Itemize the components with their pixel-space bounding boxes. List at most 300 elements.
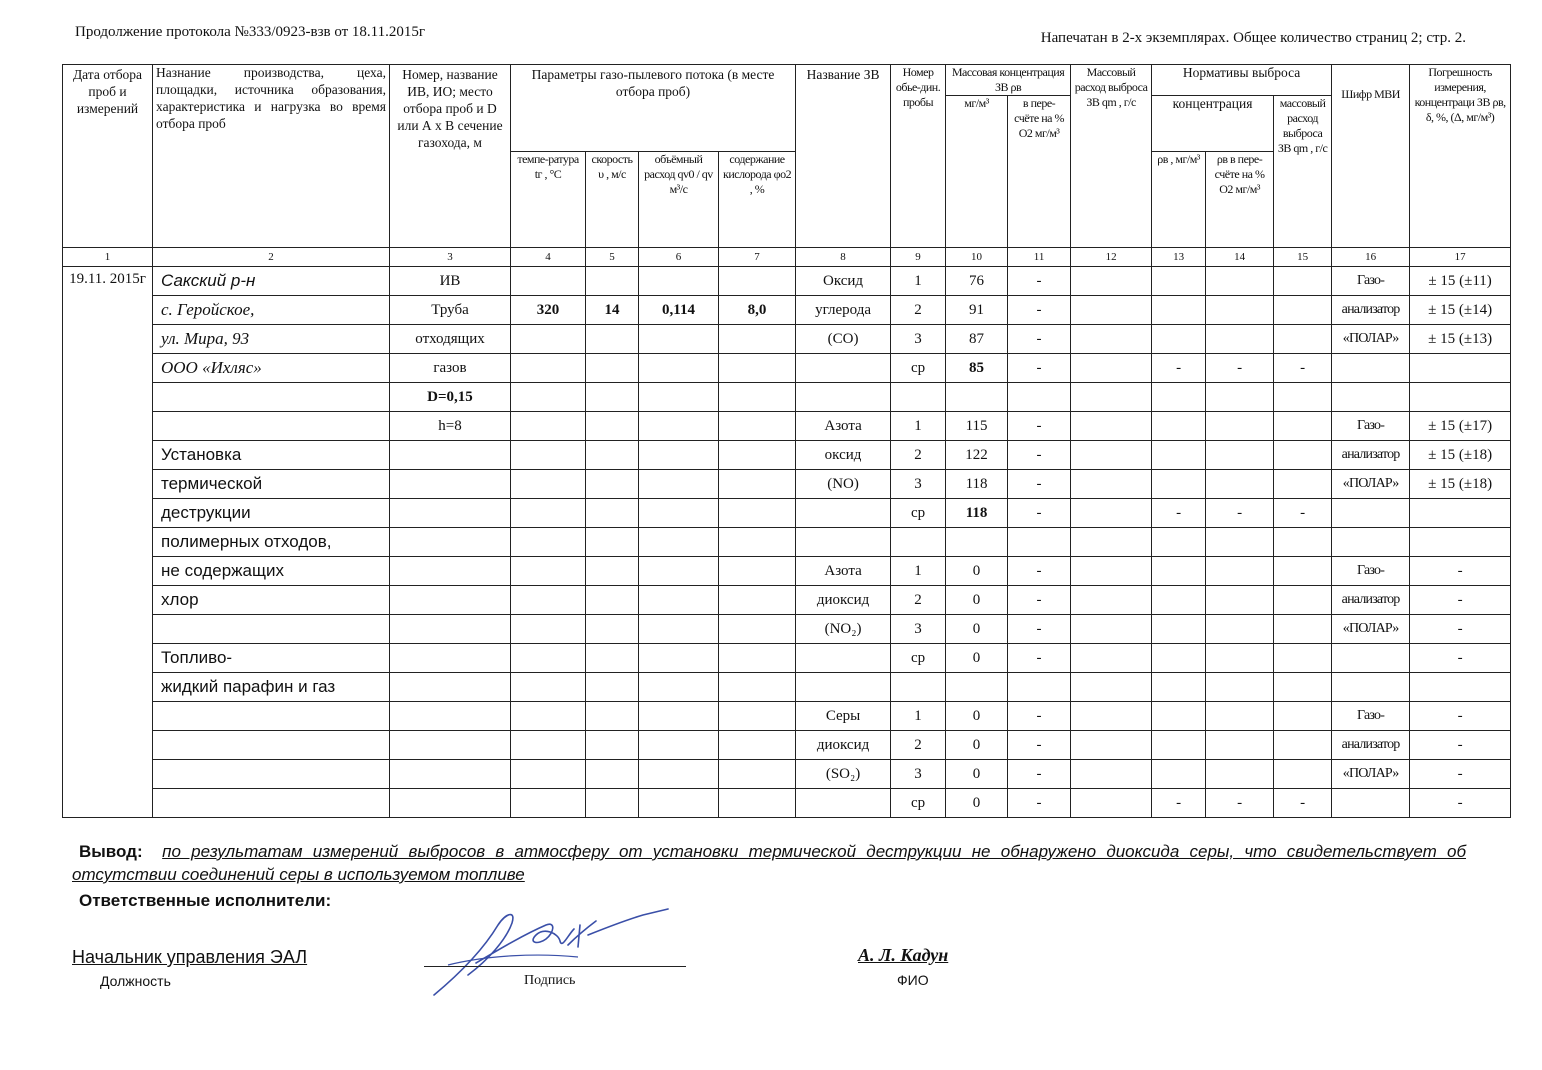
cell-col-4	[511, 412, 586, 441]
cell-col-16: «ПОЛАР»	[1332, 615, 1410, 644]
cell-col-12	[1071, 383, 1152, 412]
cell-col-12	[1071, 586, 1152, 615]
cell-col-10: 0	[946, 702, 1008, 731]
position-caption: Должность	[100, 973, 171, 989]
cell-col-16: анализатор	[1332, 586, 1410, 615]
cell-col-9: 2	[891, 296, 946, 325]
cell-col-3	[390, 470, 511, 499]
cell-col-7: 8,0	[719, 296, 796, 325]
table-row	[63, 673, 1511, 702]
cell-col-8	[796, 644, 891, 673]
cell-col-17: ± 15 (±13)	[1410, 325, 1511, 354]
cell-col-6	[639, 673, 719, 702]
cell-col-12	[1071, 702, 1152, 731]
cell-col-2	[153, 702, 390, 731]
cell-col-4	[511, 499, 586, 528]
cell-col-12	[1071, 267, 1152, 296]
cell-col-7	[719, 383, 796, 412]
cell-col-13	[1152, 441, 1206, 470]
cell-col-3: D=0,15	[390, 383, 511, 412]
cell-col-14	[1206, 325, 1274, 354]
cell-col-10: 122	[946, 441, 1008, 470]
cell-col-15: -	[1274, 354, 1332, 383]
cell-col-16	[1332, 354, 1410, 383]
cell-col-13	[1152, 644, 1206, 673]
cell-col-6	[639, 383, 719, 412]
header-sample-number: Номер обье-дин. пробы	[891, 65, 946, 248]
table-row	[63, 702, 1511, 731]
header-rho: ρв , мг/м³	[1152, 152, 1206, 248]
header-norms: Нормативы выброса	[1152, 65, 1332, 96]
cell-col-2: хлор	[153, 586, 390, 615]
header-oxygen: содержание кислорода φо2 , %	[719, 152, 796, 248]
cell-col-17: -	[1410, 760, 1511, 789]
col-number: 3	[390, 248, 511, 267]
cell-col-8: (СО)	[796, 325, 891, 354]
cell-col-5	[586, 441, 639, 470]
cell-col-3: h=8	[390, 412, 511, 441]
cell-col-7	[719, 325, 796, 354]
col-number: 15	[1274, 248, 1332, 267]
cell-col-12	[1071, 760, 1152, 789]
cell-col-17: -	[1410, 644, 1511, 673]
cell-col-17	[1410, 528, 1511, 557]
cell-col-10: 0	[946, 789, 1008, 818]
header-cipher: Шифр МВИ	[1332, 65, 1410, 248]
cell-col-14	[1206, 702, 1274, 731]
cell-col-7	[719, 470, 796, 499]
cell-col-10: 0	[946, 644, 1008, 673]
cell-col-12	[1071, 499, 1152, 528]
cell-col-11: -	[1008, 760, 1071, 789]
col-number: 5	[586, 248, 639, 267]
cell-col-5: 14	[586, 296, 639, 325]
cell-col-9: ср	[891, 789, 946, 818]
cell-col-17: -	[1410, 789, 1511, 818]
header-mass-concentration: Массовая концентрация ЗВ ρв	[946, 65, 1071, 96]
cell-col-16	[1332, 789, 1410, 818]
cell-col-8	[796, 528, 891, 557]
cell-col-17: -	[1410, 557, 1511, 586]
cell-col-5	[586, 470, 639, 499]
table-row	[63, 325, 1511, 354]
cell-col-14	[1206, 296, 1274, 325]
cell-col-12	[1071, 528, 1152, 557]
cell-col-11: -	[1008, 296, 1071, 325]
cell-col-5	[586, 383, 639, 412]
cell-col-5	[586, 325, 639, 354]
cell-col-9: ср	[891, 644, 946, 673]
cell-col-9: 1	[891, 412, 946, 441]
cell-col-12	[1071, 354, 1152, 383]
cell-col-15	[1274, 731, 1332, 760]
cell-col-11: -	[1008, 267, 1071, 296]
col-number: 8	[796, 248, 891, 267]
cell-col-14	[1206, 528, 1274, 557]
cell-col-16: «ПОЛАР»	[1332, 325, 1410, 354]
cell-col-12	[1071, 325, 1152, 354]
cell-col-15	[1274, 586, 1332, 615]
cell-col-3	[390, 499, 511, 528]
cell-col-2: Сакский р-н	[153, 267, 390, 296]
cell-col-11: -	[1008, 557, 1071, 586]
cell-col-10: 0	[946, 731, 1008, 760]
cell-col-14	[1206, 557, 1274, 586]
cell-col-10: 115	[946, 412, 1008, 441]
cell-col-3	[390, 702, 511, 731]
cell-col-13	[1152, 383, 1206, 412]
cell-col-8: углерода	[796, 296, 891, 325]
cell-col-9: 2	[891, 731, 946, 760]
print-info: Напечатан в 2-х экземплярах. Общее количество страниц 2; стр. 2.	[1040, 30, 1466, 46]
cell-col-13	[1152, 412, 1206, 441]
cell-col-15	[1274, 325, 1332, 354]
table-row	[63, 731, 1511, 760]
header-mass-flow: Массовый расход выброса ЗВ qm , г/с	[1071, 65, 1152, 248]
cell-col-2: термической	[153, 470, 390, 499]
cell-col-9: 2	[891, 441, 946, 470]
cell-col-8: оксид	[796, 441, 891, 470]
cell-col-3	[390, 615, 511, 644]
table-row	[63, 354, 1511, 383]
cell-col-5	[586, 557, 639, 586]
cell-col-15	[1274, 383, 1332, 412]
cell-col-16: Газо-	[1332, 267, 1410, 296]
cell-col-2: ул. Мира, 93	[153, 325, 390, 354]
cell-col-5	[586, 586, 639, 615]
cell-col-16: Газо-	[1332, 702, 1410, 731]
cell-col-6	[639, 789, 719, 818]
cell-col-6	[639, 412, 719, 441]
col-number: 2	[153, 248, 390, 267]
cell-col-10: 118	[946, 470, 1008, 499]
cell-col-2: Установка	[153, 441, 390, 470]
cell-col-17	[1410, 383, 1511, 412]
cell-col-7	[719, 702, 796, 731]
cell-col-11: -	[1008, 412, 1071, 441]
cell-col-4	[511, 789, 586, 818]
table-row	[63, 470, 1511, 499]
cell-col-10	[946, 383, 1008, 412]
cell-col-11: -	[1008, 644, 1071, 673]
column-numbers-row	[63, 248, 1511, 267]
col-number: 7	[719, 248, 796, 267]
cell-col-17: ± 15 (±17)	[1410, 412, 1511, 441]
cell-col-13: -	[1152, 789, 1206, 818]
table-row	[63, 557, 1511, 586]
cell-col-2: полимерных отходов,	[153, 528, 390, 557]
cell-col-11: -	[1008, 441, 1071, 470]
cell-col-13	[1152, 586, 1206, 615]
cell-col-8	[796, 354, 891, 383]
cell-col-13	[1152, 615, 1206, 644]
cell-col-16: «ПОЛАР»	[1332, 760, 1410, 789]
table-row	[63, 441, 1511, 470]
col-number: 14	[1206, 248, 1274, 267]
cell-col-17	[1410, 499, 1511, 528]
cell-col-8	[796, 499, 891, 528]
cell-col-10: 76	[946, 267, 1008, 296]
cell-col-16	[1332, 383, 1410, 412]
cell-col-13	[1152, 702, 1206, 731]
cell-col-15: -	[1274, 499, 1332, 528]
cell-col-4	[511, 644, 586, 673]
cell-col-8: Азота	[796, 557, 891, 586]
cell-col-9: 3	[891, 760, 946, 789]
cell-col-9: 2	[891, 586, 946, 615]
cell-col-9: ср	[891, 354, 946, 383]
cell-col-3	[390, 644, 511, 673]
cell-col-11: -	[1008, 586, 1071, 615]
cell-col-3	[390, 557, 511, 586]
cell-col-17: ± 15 (±18)	[1410, 470, 1511, 499]
header-concentration: концентрация	[1152, 96, 1274, 152]
cell-col-8: (NO)	[796, 470, 891, 499]
cell-col-6	[639, 644, 719, 673]
cell-col-6	[639, 702, 719, 731]
cell-col-6	[639, 557, 719, 586]
cell-col-4	[511, 760, 586, 789]
cell-col-14	[1206, 760, 1274, 789]
cell-col-7	[719, 528, 796, 557]
cell-col-8	[796, 673, 891, 702]
cell-col-9: 1	[891, 557, 946, 586]
cell-col-10: 0	[946, 586, 1008, 615]
cell-col-12	[1071, 789, 1152, 818]
header-mgm3: мг/м³	[946, 96, 1008, 248]
cell-col-14	[1206, 615, 1274, 644]
cell-col-4	[511, 615, 586, 644]
cell-col-9	[891, 383, 946, 412]
cell-col-3: ИВ	[390, 267, 511, 296]
cell-col-14	[1206, 267, 1274, 296]
cell-col-9: 1	[891, 267, 946, 296]
cell-col-15	[1274, 441, 1332, 470]
cell-col-8: Азота	[796, 412, 891, 441]
cell-col-3: Труба	[390, 296, 511, 325]
cell-col-14	[1206, 383, 1274, 412]
cell-col-10: 87	[946, 325, 1008, 354]
cell-col-10: 85	[946, 354, 1008, 383]
cell-col-4	[511, 528, 586, 557]
cell-col-17	[1410, 354, 1511, 383]
cell-col-2	[153, 383, 390, 412]
header-speed: скорость υ , м/с	[586, 152, 639, 248]
header-production: Назнание производства, цеха, площадки, источника образования, характеристика и нагрузка во время отбора проб	[153, 65, 390, 248]
cell-col-6	[639, 267, 719, 296]
cell-col-7	[719, 499, 796, 528]
cell-col-4	[511, 470, 586, 499]
cell-col-14: -	[1206, 354, 1274, 383]
cell-col-13	[1152, 296, 1206, 325]
cell-col-6	[639, 325, 719, 354]
cell-col-7	[719, 586, 796, 615]
cell-col-17: -	[1410, 615, 1511, 644]
cell-col-7	[719, 731, 796, 760]
col-number: 17	[1410, 248, 1511, 267]
cell-col-17: -	[1410, 702, 1511, 731]
col-number: 10	[946, 248, 1008, 267]
cell-col-4	[511, 557, 586, 586]
cell-col-7	[719, 354, 796, 383]
cell-col-7	[719, 441, 796, 470]
cell-col-17: ± 15 (±18)	[1410, 441, 1511, 470]
cell-col-3: отходящих	[390, 325, 511, 354]
cell-col-3	[390, 760, 511, 789]
cell-col-16: анализатор	[1332, 441, 1410, 470]
cell-col-8: Оксид	[796, 267, 891, 296]
table-row	[63, 383, 1511, 412]
cell-col-15: -	[1274, 789, 1332, 818]
col-number: 1	[63, 248, 153, 267]
cell-col-6	[639, 499, 719, 528]
cell-col-12	[1071, 441, 1152, 470]
cell-col-2	[153, 789, 390, 818]
cell-col-12	[1071, 731, 1152, 760]
cell-col-15	[1274, 528, 1332, 557]
cell-col-1: 19.11. 2015г	[63, 267, 153, 818]
header-date: Дата отбора проб и измерений	[63, 65, 153, 248]
cell-col-11	[1008, 673, 1071, 702]
cell-col-12	[1071, 296, 1152, 325]
col-number: 6	[639, 248, 719, 267]
header-substance: Название ЗВ	[796, 65, 891, 248]
cell-col-8	[796, 789, 891, 818]
cell-col-15	[1274, 615, 1332, 644]
cell-col-7	[719, 615, 796, 644]
cell-col-6	[639, 470, 719, 499]
responsible-label: Ответственные исполнители:	[79, 891, 332, 910]
cell-col-14	[1206, 470, 1274, 499]
cell-col-7	[719, 412, 796, 441]
col-number: 12	[1071, 248, 1152, 267]
cell-col-6	[639, 731, 719, 760]
cell-col-10: 0	[946, 615, 1008, 644]
cell-col-10	[946, 673, 1008, 702]
cell-col-2: Топливо-	[153, 644, 390, 673]
cell-col-4	[511, 673, 586, 702]
cell-col-11: -	[1008, 325, 1071, 354]
table-row	[63, 267, 1511, 296]
cell-col-15	[1274, 470, 1332, 499]
table-row	[63, 644, 1511, 673]
table-row	[63, 760, 1511, 789]
cell-col-13	[1152, 731, 1206, 760]
cell-col-12	[1071, 644, 1152, 673]
cell-col-14	[1206, 586, 1274, 615]
cell-col-10: 0	[946, 557, 1008, 586]
col-number: 11	[1008, 248, 1071, 267]
cell-col-16: анализатор	[1332, 731, 1410, 760]
cell-col-5	[586, 644, 639, 673]
cell-col-11	[1008, 383, 1071, 412]
cell-col-8: (NO₂)	[796, 615, 891, 644]
header-recalc: в пере-счёте на % О2 мг/м³	[1008, 96, 1071, 248]
cell-col-14	[1206, 412, 1274, 441]
cell-col-7	[719, 760, 796, 789]
cell-col-3	[390, 731, 511, 760]
cell-col-17: ± 15 (±11)	[1410, 267, 1511, 296]
cell-col-5	[586, 528, 639, 557]
cell-col-13	[1152, 760, 1206, 789]
cell-col-15	[1274, 673, 1332, 702]
cell-col-9: 3	[891, 325, 946, 354]
cell-col-14	[1206, 441, 1274, 470]
cell-col-10: 0	[946, 760, 1008, 789]
col-number: 4	[511, 248, 586, 267]
protocol-continuation-title: Продолжение протокола №333/0923-взв от 18.11.2015г	[75, 24, 426, 40]
cell-col-16	[1332, 673, 1410, 702]
cell-col-6	[639, 615, 719, 644]
cell-col-11: -	[1008, 470, 1071, 499]
cell-col-4	[511, 731, 586, 760]
cell-col-3: газов	[390, 354, 511, 383]
signature-caption: Подпись	[524, 973, 576, 988]
cell-col-5	[586, 354, 639, 383]
cell-col-11: -	[1008, 789, 1071, 818]
cell-col-8: диоксид	[796, 586, 891, 615]
cell-col-9: 3	[891, 615, 946, 644]
cell-col-2: деструкции	[153, 499, 390, 528]
cell-col-8: Серы	[796, 702, 891, 731]
cell-col-2: не содержащих	[153, 557, 390, 586]
cell-col-9: 3	[891, 470, 946, 499]
cell-col-14	[1206, 644, 1274, 673]
cell-col-3	[390, 528, 511, 557]
header-temperature: темпе-ратура tг , °С	[511, 152, 586, 248]
cell-col-10	[946, 528, 1008, 557]
cell-col-9: ср	[891, 499, 946, 528]
cell-col-12	[1071, 557, 1152, 586]
cell-col-12	[1071, 673, 1152, 702]
cell-col-2: ООО «Ихляс»	[153, 354, 390, 383]
cell-col-6	[639, 441, 719, 470]
cell-col-10: 91	[946, 296, 1008, 325]
cell-col-3	[390, 441, 511, 470]
header-volume: объёмный расход qv0 / qv м³/с	[639, 152, 719, 248]
cell-col-9: 1	[891, 702, 946, 731]
cell-col-13	[1152, 267, 1206, 296]
cell-col-2	[153, 615, 390, 644]
header-norm-mass-flow: массовый расход выброса ЗВ qm , г/с	[1274, 96, 1332, 248]
cell-col-7	[719, 267, 796, 296]
cell-col-2	[153, 731, 390, 760]
header-error: Погрешность измерения, концентраци ЗВ ρв, δ, %, (Δ, мг/м³)	[1410, 65, 1511, 248]
cell-col-8	[796, 383, 891, 412]
cell-col-4: 320	[511, 296, 586, 325]
header-rho-recalc: ρв в пере-счёте на % О2 мг/м³	[1206, 152, 1274, 248]
cell-col-13	[1152, 528, 1206, 557]
cell-col-15	[1274, 296, 1332, 325]
cell-col-5	[586, 702, 639, 731]
name-caption: ФИО	[897, 972, 929, 988]
measurement-table	[62, 64, 1511, 818]
table-row	[63, 615, 1511, 644]
cell-col-4	[511, 586, 586, 615]
table-row	[63, 499, 1511, 528]
cell-col-4	[511, 441, 586, 470]
cell-col-2	[153, 760, 390, 789]
cell-col-6	[639, 528, 719, 557]
cell-col-16	[1332, 528, 1410, 557]
cell-col-6	[639, 354, 719, 383]
cell-col-13	[1152, 673, 1206, 702]
signature-line	[424, 966, 686, 967]
cell-col-14	[1206, 731, 1274, 760]
cell-col-15	[1274, 760, 1332, 789]
cell-col-12	[1071, 615, 1152, 644]
cell-col-5	[586, 412, 639, 441]
